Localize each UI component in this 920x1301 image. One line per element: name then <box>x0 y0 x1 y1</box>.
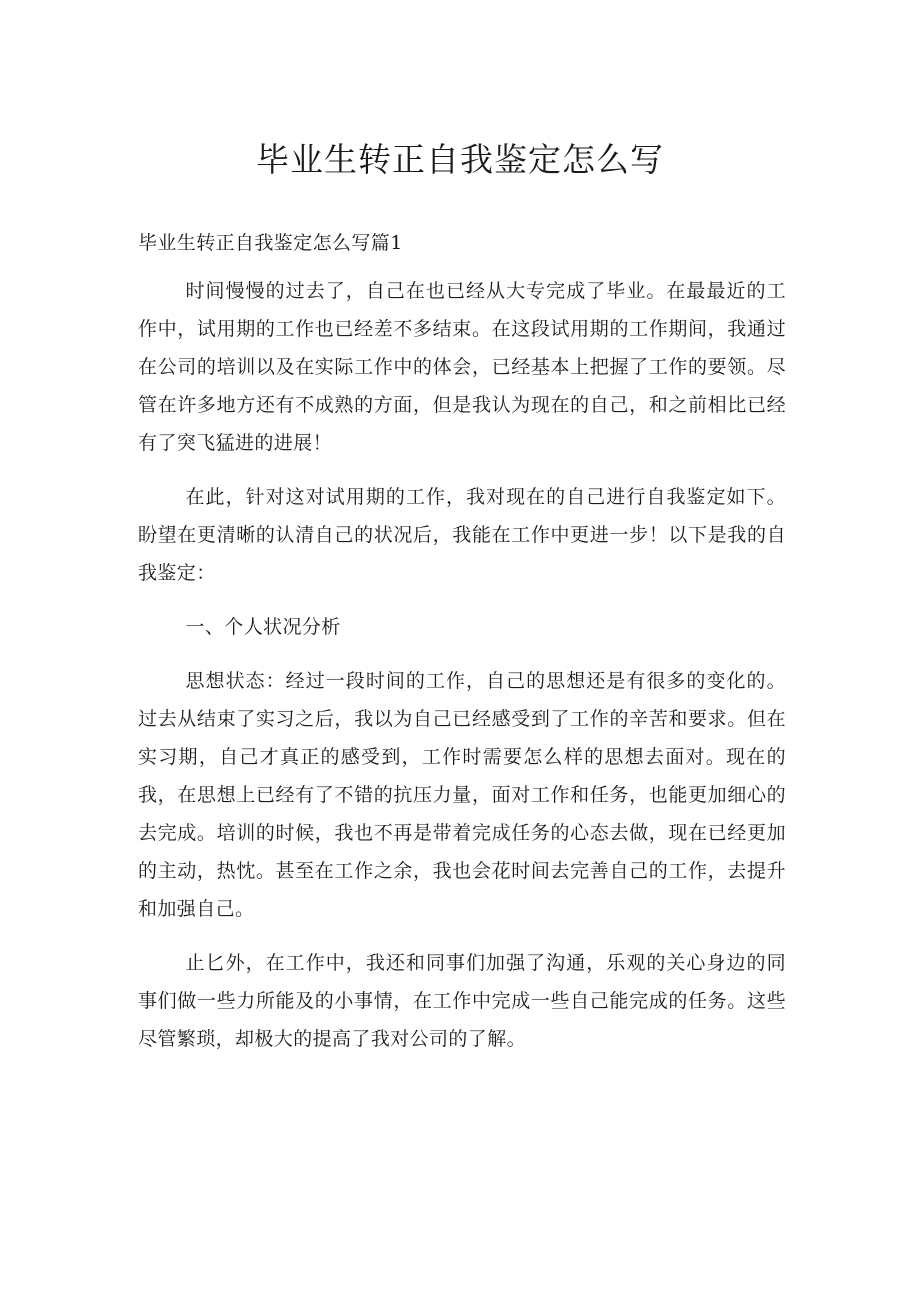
document-body <box>138 224 786 1074</box>
section-heading: 毕业生转正自我鉴定怎么写篇1 <box>138 232 403 254</box>
document-title: 毕业生转正自我鉴定怎么写 <box>256 140 664 179</box>
paragraph-intro: 时间慢慢的过去了，自己在也已经从大专完成了毕业。在最最近的工作中，试用期的工作也已经差不多结束。在这段试用期的工作期间，我通过在公司的培训以及在实际工作中的体会，已经基本上把握了工作的要领。尽管在许多地方还有不成熟的方面，但是我认为现在的自己，和之前相比已经有了突飞猛进的进展！ <box>138 280 786 454</box>
paragraph-mindset: 思想状态：经过一段时间的工作，自己的思想还是有很多的变化的。过去从结束了实习之后，我以为自己已经感受到了工作的辛苦和要求。但在实习期，自己才真正的感受到，工作时需要怎么样的思想去面对。现在的我，在思想上已经有了不错的抗压力量，面对工作和任务，也能更加细心的去完成。培训的时候，我也不再是带着完成任务的心态去做，现在已经更加的主动，热忱。甚至在工作之余，我也会花时间去完善自己的工作，去提升和加强自己。 <box>138 670 786 920</box>
paragraph-colleagues: 止匕外，在工作中，我还和同事们加强了沟通，乐观的关心身边的同事们做一些力所能及的小事情，在工作中完成一些自己能完成的任务。这些尽管繁琐，却极大的提高了我对公司的了解。 <box>138 952 786 1050</box>
paragraph-purpose: 在此，针对这对试用期的工作，我对现在的自己进行自我鉴定如下。盼望在更清晰的认清自己的状况后，我能在工作中更进一步！以下是我的自我鉴定： <box>138 486 786 584</box>
subheading-personal-analysis: 一、个人状况分析 <box>185 616 341 638</box>
